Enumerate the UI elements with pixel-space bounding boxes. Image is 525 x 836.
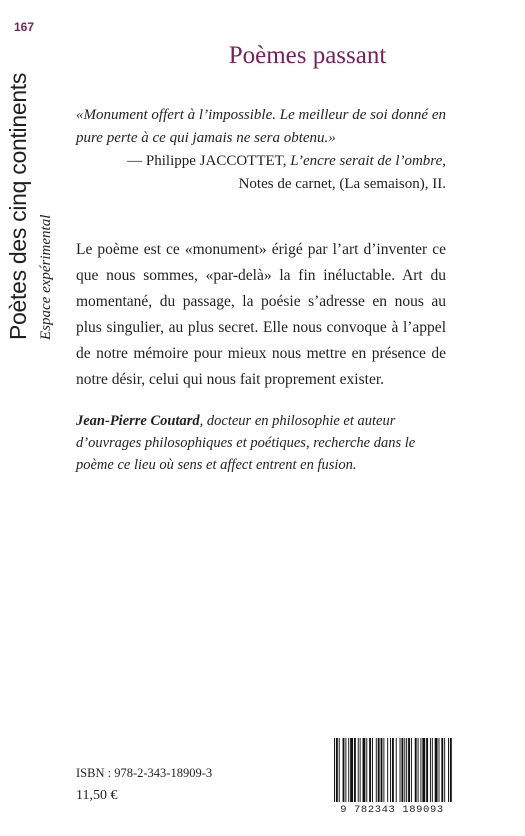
series-number: 167 [14,20,35,34]
book-title: Poèmes passant [228,42,387,69]
barcode [332,736,452,818]
author-bio-text: , docteur en philosophie et auteur d’ouvrages philosophiques et poétiques, recherche dans le poème ce lieu où sens et affect entrent en fusion. [76,413,416,473]
attribution-author: — Philippe JACCOTTET, [127,153,291,169]
author-bio [76,410,446,476]
epigraph-quote: «Monument offert à l’impossible. Le meilleur de soi donné en pure perte à ce qui jamais ne sera obtenu.» [76,107,446,146]
attribution-work: L’encre serait de l’ombre [290,153,443,169]
attribution-comma: , [442,153,446,169]
isbn: ISBN : 978-2-343-18909-3 [76,766,213,780]
back-cover-text: Le poème est ce «monument» érigé par l’art d’inventer ce que nous sommes, «par-delà» la fin inéluctable. Art du momentané, du passage, la poésie s’adresse en nous au plus singulier, au plus secret. Elle nous convoque à l’appel de notre mémoire pour mieux nous mettre en présence de notre désir, celui qui nous fait proprement exister. [76,241,446,388]
epigraph-attribution [76,150,446,173]
price: 11,50 € [76,788,118,803]
barcode-bars [332,736,452,804]
epigraph [76,104,446,196]
barcode-digits: 9 782343 189093 [340,804,444,816]
author-name: Jean-Pierre Coutard [76,413,200,429]
series-subtitle: Espace expérimental [38,214,54,340]
series-spine [5,50,66,340]
series-title: Poètes des cinq continents [5,72,31,340]
epigraph-source: Notes de carnet, (La semaison), II. [238,176,446,192]
